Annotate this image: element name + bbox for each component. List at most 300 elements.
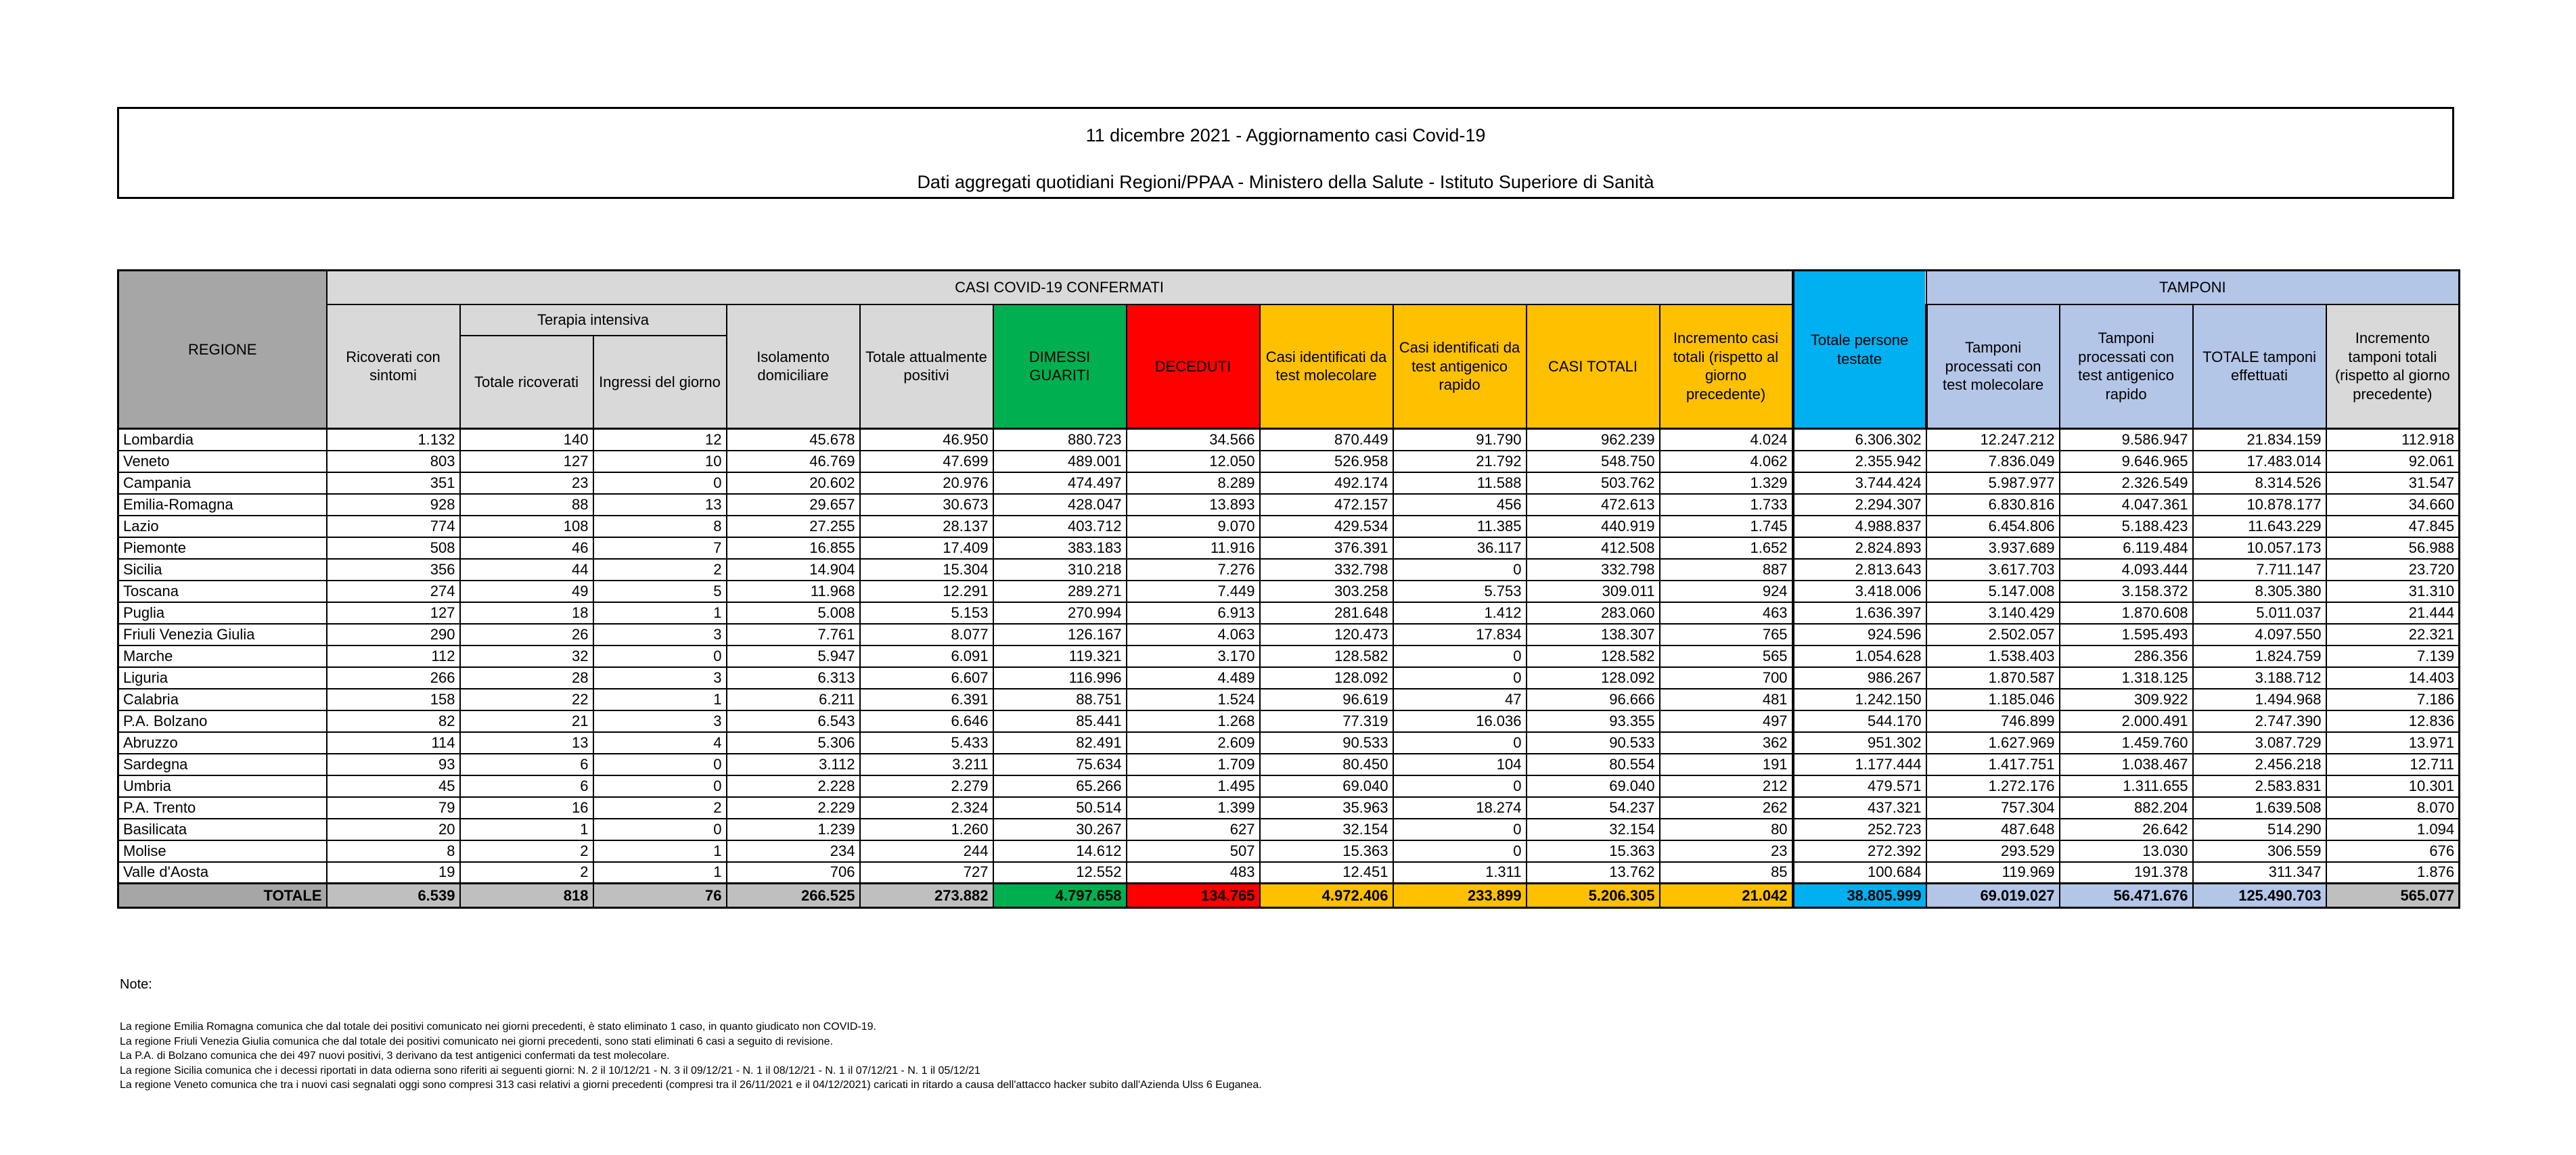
value-cell: 127 [460,451,593,472]
value-cell: 1.311 [1393,862,1527,884]
note-line: La regione Veneto comunica che tra i nuovi casi segnalati oggi sono compresi 313 casi relativi a giorni precedenti (compresi tra il 26/11/2021 e il 04/12/2021) caricati in ritardo a causa dell'attacco hacker subito dall'Azienda Ulss 6 Euganea. [120,1079,1262,1091]
value-cell: 503.762 [1527,472,1660,494]
region-name-cell: Basilicata [118,819,327,840]
report-title-source: Dati aggregati quotidiani Regioni/PPAA - Ministero della Salute - Istituto Superiore di Sanità [917,172,1654,192]
value-cell: 765 [1660,624,1793,646]
table-row [118,602,2460,624]
region-name-cell: Abruzzo [118,732,327,754]
value-cell: 26 [460,624,593,646]
value-cell: 1.329 [1660,472,1793,494]
value-cell: 6.391 [860,689,993,710]
column-header-dimessi-guariti: DIMESSI GUARITI [993,304,1127,429]
totals-label: TOTALE [118,884,327,908]
region-name-cell: Piemonte [118,537,327,559]
value-cell: 2.747.390 [2193,710,2326,732]
value-cell: 309.922 [2060,689,2193,710]
value-cell: 6 [460,754,593,775]
value-cell: 332.798 [1260,559,1393,581]
region-name-cell: Calabria [118,689,327,710]
value-cell: 75.634 [993,754,1127,775]
value-cell: 526.958 [1260,451,1393,472]
value-cell: 13.971 [2326,732,2460,754]
value-cell: 1 [593,840,727,862]
table-row [118,754,2460,775]
value-cell: 2.324 [860,797,993,819]
value-cell: 17.483.014 [2193,451,2326,472]
region-name-cell: Liguria [118,667,327,689]
value-cell: 5.987.977 [1926,472,2060,494]
value-cell: 1 [593,689,727,710]
value-cell: 727 [860,862,993,884]
value-cell: 128.092 [1260,667,1393,689]
notes-section [120,976,2420,1093]
value-cell: 1.639.508 [2193,797,2326,819]
value-cell: 28 [460,667,593,689]
value-cell: 8.305.380 [2193,581,2326,602]
value-cell: 437.321 [1793,797,1926,819]
value-cell: 10.301 [2326,775,2460,797]
value-cell: 487.648 [1926,819,2060,840]
value-cell: 1.709 [1127,754,1260,775]
value-cell: 15.363 [1260,840,1393,862]
value-cell: 1.239 [727,819,860,840]
value-cell: 803 [327,451,460,472]
value-cell: 158 [327,689,460,710]
value-cell: 13 [460,732,593,754]
value-cell: 80 [1660,819,1793,840]
value-cell: 332.798 [1527,559,1660,581]
value-cell: 8.314.526 [2193,472,2326,494]
value-cell: 14.403 [2326,667,2460,689]
value-cell: 17.834 [1393,624,1527,646]
value-cell: 0 [593,819,727,840]
region-name-cell: Marche [118,646,327,667]
value-cell: 1.870.608 [2060,602,2193,624]
value-cell: 9.586.947 [2060,429,2193,451]
value-cell: 100.684 [1793,862,1926,884]
value-cell: 497 [1660,710,1793,732]
region-name-cell: Umbria [118,775,327,797]
value-cell: 93 [327,754,460,775]
value-cell: 5.753 [1393,581,1527,602]
value-cell: 5.306 [727,732,860,754]
total-value: 69.019.027 [1926,884,2060,908]
value-cell: 3.170 [1127,646,1260,667]
value-cell: 1.824.759 [2193,646,2326,667]
table-row [118,667,2460,689]
column-header-casi-totali: CASI TOTALI [1527,304,1660,429]
value-cell: 1.627.969 [1926,732,2060,754]
value-cell: 5.188.423 [2060,516,2193,537]
region-name-cell: Lombardia [118,429,327,451]
region-name-cell: Puglia [118,602,327,624]
value-cell: 191 [1660,754,1793,775]
note-line: La regione Sicilia comunica che i decessi riportati in data odierna sono riferiti ai seguenti giorni: N. 2 il 10/12/21 - N. 3 il 09/12/21 - N. 1 il 08/12/21 - N. 1 il 07/12/21 - N. 1 il 05/12/21 [120,1064,980,1077]
value-cell: 4.063 [1127,624,1260,646]
value-cell: 3.744.424 [1793,472,1926,494]
value-cell: 1.260 [860,819,993,840]
note-line: La regione Friuli Venezia Giulia comunica che dal totale dei positivi comunicato nei giorni precedenti, sono stati eliminati 6 casi a seguito di revisione. [120,1035,833,1047]
value-cell: 7 [593,537,727,559]
value-cell: 46.769 [727,451,860,472]
value-cell: 13.030 [2060,840,2193,862]
value-cell: 757.304 [1926,797,2060,819]
value-cell: 46.950 [860,429,993,451]
value-cell: 7.449 [1127,581,1260,602]
column-header-tamponi-molecolare: Tamponi processati con test molecolare [1926,304,2060,429]
value-cell: 1.745 [1660,516,1793,537]
value-cell: 9.070 [1127,516,1260,537]
value-cell: 138.307 [1527,624,1660,646]
value-cell: 47.699 [860,451,993,472]
value-cell: 746.899 [1926,710,2060,732]
note-line: La regione Emilia Romagna comunica che dal totale dei positivi comunicato nei giorni precedenti, è stato eliminato 1 caso, in quanto giudicato non COVID-19. [120,1021,876,1033]
value-cell: 114 [327,732,460,754]
value-cell: 4.024 [1660,429,1793,451]
value-cell: 6 [460,775,593,797]
value-cell: 11.385 [1393,516,1527,537]
value-cell: 88.751 [993,689,1127,710]
value-cell: 481 [1660,689,1793,710]
value-cell: 21.792 [1393,451,1527,472]
value-cell: 8 [327,840,460,862]
value-cell: 290 [327,624,460,646]
value-cell: 2 [593,797,727,819]
value-cell: 1.272.176 [1926,775,2060,797]
value-cell: 3.211 [860,754,993,775]
total-value: 233.899 [1393,884,1527,908]
value-cell: 0 [1393,840,1527,862]
value-cell: 870.449 [1260,429,1393,451]
value-cell: 4.093.444 [2060,559,2193,581]
value-cell: 54.237 [1527,797,1660,819]
value-cell: 293.529 [1926,840,2060,862]
value-cell: 21.444 [2326,602,2460,624]
value-cell: 18.274 [1393,797,1527,819]
value-cell: 880.723 [993,429,1127,451]
total-value: 565.077 [2326,884,2460,908]
value-cell: 22 [460,689,593,710]
value-cell: 11.643.229 [2193,516,2326,537]
column-header-ricoverati-con-sintomi: Ricoverati con sintomi [327,304,460,429]
value-cell: 5 [593,581,727,602]
value-cell: 16.855 [727,537,860,559]
value-cell: 376.391 [1260,537,1393,559]
value-cell: 2.609 [1127,732,1260,754]
value-cell: 6.830.816 [1926,494,2060,516]
value-cell: 0 [593,775,727,797]
value-cell: 56.988 [2326,537,2460,559]
value-cell: 112.918 [2326,429,2460,451]
value-cell: 5.947 [727,646,860,667]
value-cell: 0 [1393,775,1527,797]
value-cell: 32 [460,646,593,667]
value-cell: 951.302 [1793,732,1926,754]
value-cell: 96.619 [1260,689,1393,710]
value-cell: 30.673 [860,494,993,516]
value-cell: 362 [1660,732,1793,754]
value-cell: 10.878.177 [2193,494,2326,516]
value-cell: 32.154 [1260,819,1393,840]
title-box [117,107,2454,199]
value-cell: 1.311.655 [2060,775,2193,797]
column-header-casi-test-antigenico: Casi identificati da test antigenico rapido [1393,304,1527,429]
value-cell: 96.666 [1527,689,1660,710]
group-header-tamponi: TAMPONI [1926,271,2460,304]
value-cell: 126.167 [993,624,1127,646]
value-cell: 47.845 [2326,516,2460,537]
value-cell: 403.712 [993,516,1127,537]
value-cell: 266 [327,667,460,689]
value-cell: 7.139 [2326,646,2460,667]
value-cell: 5.011.037 [2193,602,2326,624]
value-cell: 383.183 [993,537,1127,559]
value-cell: 21 [460,710,593,732]
value-cell: 2.229 [727,797,860,819]
column-header-persone-testate: Totale persone testate [1793,271,1926,429]
value-cell: 11.916 [1127,537,1260,559]
total-value: 273.882 [860,884,993,908]
value-cell: 6.454.806 [1926,516,2060,537]
value-cell: 17.409 [860,537,993,559]
value-cell: 3 [593,667,727,689]
value-cell: 1.318.125 [2060,667,2193,689]
value-cell: 29.657 [727,494,860,516]
table-body [118,429,2460,884]
value-cell: 4.047.361 [2060,494,2193,516]
value-cell: 79 [327,797,460,819]
value-cell: 310.218 [993,559,1127,581]
value-cell: 0 [1393,732,1527,754]
value-cell: 286.356 [2060,646,2193,667]
value-cell: 7.186 [2326,689,2460,710]
value-cell: 627 [1127,819,1260,840]
value-cell: 1.268 [1127,710,1260,732]
value-cell: 0 [593,472,727,494]
table-row [118,537,2460,559]
region-name-cell: P.A. Trento [118,797,327,819]
value-cell: 5.147.008 [1926,581,2060,602]
notes-heading: Note: [120,977,152,992]
value-cell: 91.790 [1393,429,1527,451]
note-line: La P.A. di Bolzano comunica che dei 497 nuovi positivi, 3 derivano da test antigenici confermati da test molecolare. [120,1050,670,1062]
value-cell: 472.157 [1260,494,1393,516]
value-cell: 3.140.429 [1926,602,2060,624]
table-row [118,732,2460,754]
value-cell: 30.267 [993,819,1127,840]
value-cell: 1.177.444 [1793,754,1926,775]
value-cell: 5.008 [727,602,860,624]
value-cell: 351 [327,472,460,494]
value-cell: 1.132 [327,429,460,451]
region-name-cell: Toscana [118,581,327,602]
value-cell: 4.062 [1660,451,1793,472]
value-cell: 12.291 [860,581,993,602]
value-cell: 34.566 [1127,429,1260,451]
region-name-cell: Lazio [118,516,327,537]
value-cell: 262 [1660,797,1793,819]
group-header-casi-confermati: CASI COVID-19 CONFERMATI [327,271,1793,304]
value-cell: 1.412 [1393,602,1527,624]
value-cell: 11.968 [727,581,860,602]
value-cell: 212 [1660,775,1793,797]
value-cell: 10 [593,451,727,472]
table-row [118,689,2460,710]
value-cell: 20.976 [860,472,993,494]
value-cell: 1.054.628 [1793,646,1926,667]
column-header-tamponi-antigenico: Tamponi processati con test antigenico rapido [2060,304,2193,429]
value-cell: 191.378 [2060,862,2193,884]
total-value: 125.490.703 [2193,884,2326,908]
value-cell: 4.988.837 [1793,516,1926,537]
region-name-cell: Emilia-Romagna [118,494,327,516]
value-cell: 1.636.397 [1793,602,1926,624]
total-value: 818 [460,884,593,908]
value-cell: 13.893 [1127,494,1260,516]
value-cell: 22.321 [2326,624,2460,646]
total-value: 6.539 [327,884,460,908]
value-cell: 6.607 [860,667,993,689]
value-cell: 35.963 [1260,797,1393,819]
region-name-cell: Friuli Venezia Giulia [118,624,327,646]
value-cell: 93.355 [1527,710,1660,732]
value-cell: 12 [593,429,727,451]
value-cell: 440.919 [1527,516,1660,537]
value-cell: 2.279 [860,775,993,797]
value-cell: 8.077 [860,624,993,646]
value-cell: 45 [327,775,460,797]
total-value: 38.805.999 [1793,884,1926,908]
value-cell: 4.489 [1127,667,1260,689]
value-cell: 1.876 [2326,862,2460,884]
table-row [118,451,2460,472]
value-cell: 507 [1127,840,1260,862]
value-cell: 16.036 [1393,710,1527,732]
value-cell: 8.289 [1127,472,1260,494]
value-cell: 1.399 [1127,797,1260,819]
value-cell: 281.648 [1260,602,1393,624]
value-cell: 2.502.057 [1926,624,2060,646]
value-cell: 80.554 [1527,754,1660,775]
value-cell: 887 [1660,559,1793,581]
region-name-cell: Molise [118,840,327,862]
table-row [118,429,2460,451]
value-cell: 116.996 [993,667,1127,689]
value-cell: 986.267 [1793,667,1926,689]
value-cell: 508 [327,537,460,559]
value-cell: 23 [1660,840,1793,862]
value-cell: 5.433 [860,732,993,754]
value-cell: 1.870.587 [1926,667,2060,689]
value-cell: 3.188.712 [2193,667,2326,689]
value-cell: 19 [327,862,460,884]
value-cell: 12.247.212 [1926,429,2060,451]
value-cell: 1.733 [1660,494,1793,516]
value-cell: 2 [593,559,727,581]
value-cell: 69.040 [1260,775,1393,797]
value-cell: 0 [593,646,727,667]
region-name-cell: Sardegna [118,754,327,775]
table-row [118,581,2460,602]
value-cell: 12.711 [2326,754,2460,775]
value-cell: 12.050 [1127,451,1260,472]
value-cell: 128.582 [1260,646,1393,667]
total-value: 4.972.406 [1260,884,1393,908]
value-cell: 13.762 [1527,862,1660,884]
value-cell: 15.363 [1527,840,1660,862]
value-cell: 28.137 [860,516,993,537]
value-cell: 3.418.006 [1793,581,1926,602]
value-cell: 47 [1393,689,1527,710]
region-name-cell: Campania [118,472,327,494]
value-cell: 21.834.159 [2193,429,2326,451]
region-name-cell: Sicilia [118,559,327,581]
column-header-regione: REGIONE [118,271,327,429]
table-row [118,862,2460,884]
column-header-incremento-tamponi: Incremento tamponi totali (rispetto al giorno precedente) [2326,304,2460,429]
value-cell: 65.266 [993,775,1127,797]
value-cell: 32.154 [1527,819,1660,840]
value-cell: 234 [727,840,860,862]
value-cell: 924 [1660,581,1793,602]
value-cell: 1 [593,602,727,624]
value-cell: 3 [593,624,727,646]
table-row [118,797,2460,819]
value-cell: 2 [460,840,593,862]
total-value: 266.525 [727,884,860,908]
column-header-casi-test-molecolare: Casi identificati da test molecolare [1260,304,1393,429]
value-cell: 50.514 [993,797,1127,819]
value-cell: 1.495 [1127,775,1260,797]
value-cell: 49 [460,581,593,602]
value-cell: 456 [1393,494,1527,516]
region-name-cell: Valle d'Aosta [118,862,327,884]
value-cell: 69.040 [1527,775,1660,797]
value-cell: 463 [1660,602,1793,624]
value-cell: 26.642 [2060,819,2193,840]
value-cell: 36.117 [1393,537,1527,559]
value-cell: 492.174 [1260,472,1393,494]
value-cell: 8.070 [2326,797,2460,819]
value-cell: 429.534 [1260,516,1393,537]
value-cell: 140 [460,429,593,451]
table-row [118,624,2460,646]
value-cell: 85.441 [993,710,1127,732]
value-cell: 3.112 [727,754,860,775]
value-cell: 565 [1660,646,1793,667]
value-cell: 7.836.049 [1926,451,2060,472]
value-cell: 2.228 [727,775,860,797]
value-cell: 10.057.173 [2193,537,2326,559]
value-cell: 274 [327,581,460,602]
value-cell: 6.119.484 [2060,537,2193,559]
value-cell: 283.060 [1527,602,1660,624]
value-cell: 356 [327,559,460,581]
value-cell: 2.294.307 [1793,494,1926,516]
value-cell: 1.459.760 [2060,732,2193,754]
value-cell: 0 [1393,646,1527,667]
total-value: 56.471.676 [2060,884,2193,908]
value-cell: 472.613 [1527,494,1660,516]
value-cell: 1.038.467 [2060,754,2193,775]
value-cell: 1.417.751 [1926,754,2060,775]
value-cell: 108 [460,516,593,537]
table-row [118,559,2460,581]
total-value: 21.042 [1660,884,1793,908]
value-cell: 2.813.643 [1793,559,1926,581]
value-cell: 6.913 [1127,602,1260,624]
value-cell: 2.355.942 [1793,451,1926,472]
